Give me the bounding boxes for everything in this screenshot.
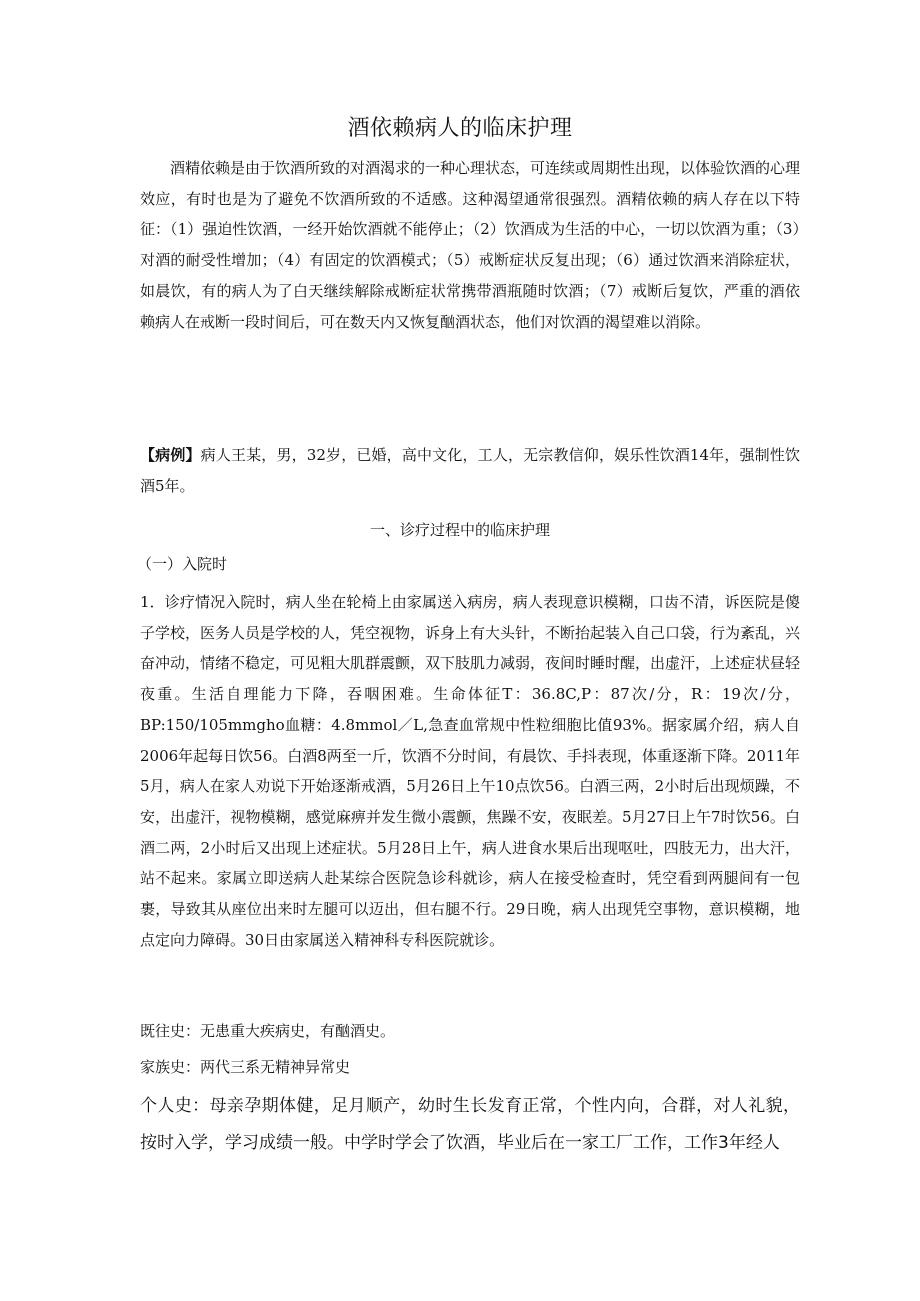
section-heading: 一、诊疗过程中的临床护理: [369, 521, 550, 539]
personal-history-paragraph: 个人史：母亲孕期体健，足月顺产，幼时生长发育正常，个性内向，合群，对人礼貌，按时入学，学习成绩一般。中学时学会了饮酒，毕业后在一家工厂工作，工作3年经人: [140, 1096, 800, 1153]
case-paragraph: [140, 440, 800, 501]
subsection-heading: （一）入院时: [137, 555, 228, 573]
case-text: 病人王某，男，32岁，已婚，高中文化，工人，无宗教信仰，娱乐性饮酒14年，强制性饮酒5年。: [140, 446, 800, 495]
family-history: 家族史：两代三系无精神异常史: [140, 1058, 351, 1076]
past-history: 既往史：无患重大疾病史，有酗酒史。: [140, 1022, 396, 1040]
intro-paragraph: 酒精依赖是由于饮酒所致的对酒渴求的一种心理状态，可连续或周期性出现，以体验饮酒的心理效应，有时也是为了避免不饮酒所致的不适感。这种渴望通常很强烈。酒精依赖的病人存在以下特征：（1）强迫性饮酒，一经开始饮酒就不能停止；（2）饮酒成为生活的中心，一切以饮酒为重；（3）对酒的耐受性增加；（4）有固定的饮酒模式；（5）戒断症状反复出现；（6）通过饮酒来消除症状，如晨饮，有的病人为了白天继续解除戒断症状常携带酒瓶随时饮酒；（7）戒断后复饮，严重的酒依赖病人在戒断一段时间后，可在数天内又恢复酗酒状态，他们对饮酒的渴望难以消除。: [140, 159, 801, 331]
case-label: 【病例】: [140, 446, 201, 464]
document-title: 酒依赖病人的临床护理: [347, 116, 573, 141]
diagnosis-paragraph: 1．诊疗情况入院时，病人坐在轮椅上由家属送入病房，病人表现意识模糊，口齿不清，诉医院是傻子学校，医务人员是学校的人，凭空视物，诉身上有大头针，不断抬起装入自己口袋，行为紊乱，兴奋冲动，情绪不稳定，可见粗大肌群震颤，双下肢肌力减弱，夜间时睡时醒，出虚汗，上述症状昼轻夜重。生活自理能力下降，吞咽困难。生命体征T：36.8C,P：87次/分，R：19次/分，BP:150/105mmgho血糖：4.8mmol／L,急查血常规中性粒细胞比值93%。据家属介绍，病人自2006年起每日饮56。白酒8两至一斤，饮酒不分时间，有晨饮、手抖表现，体重逐渐下降。2011年5月，病人在家人劝说下开始逐渐戒酒，5月26日上午10点饮56。白酒三两，2小时后出现烦躁，不安，出虚汗，视物模糊，感觉麻痹并发生微小震颤，焦躁不安，夜眠差。5月27日上午7时饮56。白酒二两，2小时后又出现上述症状。5月28日上午，病人进食水果后出现呕吐，四肢无力，出大汗，站不起来。家属立即送病人赴某综合医院急诊科就诊，病人在接受检查时，凭空看到两腿间有一包裹，导致其从座位出来时左腿可以迈出，但右腿不行。29日晚，病人出现凭空事物，意识模糊，地点定向力障碍。30日由家属送入精神科专科医院就诊。: [140, 593, 801, 949]
